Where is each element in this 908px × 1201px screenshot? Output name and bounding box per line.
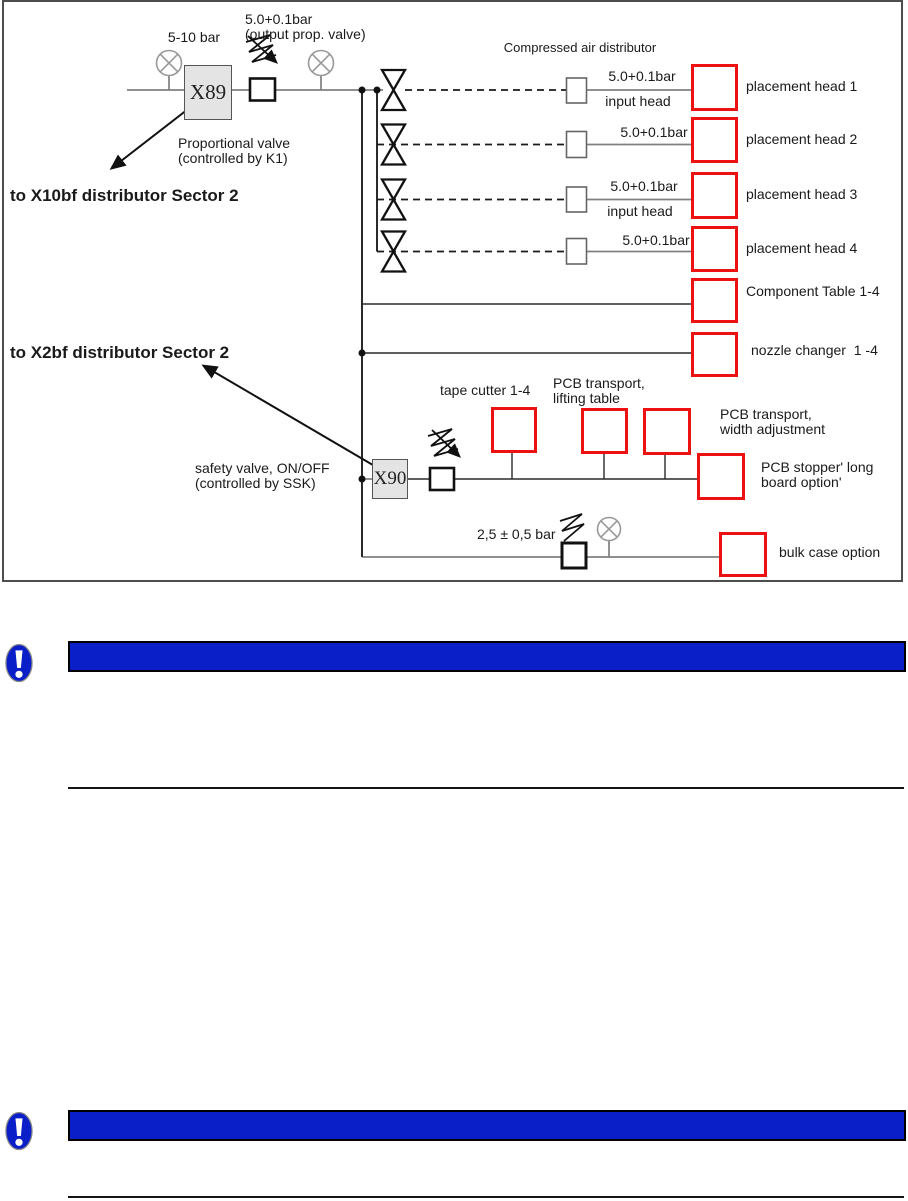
bulk-case-box (719, 532, 767, 577)
valve-x90-tag: X90 (373, 468, 407, 489)
valve-x89-box (184, 65, 232, 120)
prop-output-pressure-label: 5.0+0.1bar (245, 11, 313, 27)
component-table-box (691, 278, 738, 323)
shutoff-valve-icons (382, 70, 405, 272)
tape-cutter-box (491, 407, 537, 453)
branch1-note: input head (605, 93, 671, 109)
pcb-lifting-label-1: PCB transport, (553, 375, 645, 391)
exclamation-icon (3, 640, 35, 686)
horizontal-rule-2 (68, 1196, 904, 1198)
to-x2bf-label: to X2bf distributor Sector 2 (10, 343, 230, 362)
bulk-pressure-label: 2,5 ± 0,5 bar (477, 526, 556, 542)
component-table-label: Component Table 1-4 (746, 283, 880, 299)
placement-head-3-label: placement head 3 (746, 186, 858, 202)
safety-valve-caption-2: (controlled by SSK) (195, 475, 316, 491)
prop-valve-caption-1: Proportional valve (178, 135, 291, 151)
pcb-lifting-label-2: lifting table (553, 390, 620, 406)
branch2-pressure: 5.0+0.1bar (620, 124, 688, 140)
placement-head-4-box (691, 226, 738, 272)
placement-head-1-box (691, 64, 738, 111)
placement-head-4-label: placement head 4 (746, 240, 858, 256)
note-bar-2 (68, 1110, 906, 1141)
supply-pressure-label: 5-10 bar (167, 29, 221, 45)
note-bar-1 (68, 641, 906, 672)
branch3-pressure: 5.0+0.1bar (610, 178, 678, 194)
pcb-stopper-box (697, 453, 745, 500)
bulk-case-label: bulk case option (779, 544, 881, 560)
nozzle-changer-label: nozzle changer 1 -4 (751, 342, 878, 358)
valve-x90-box (372, 459, 408, 499)
branch4-pressure: 5.0+0.1bar (622, 232, 690, 248)
placement-head-1-label: placement head 1 (746, 78, 858, 94)
pcb-width-label-1: PCB transport, (720, 406, 812, 422)
input-head-squares (567, 78, 587, 264)
to-x10bf-label: to X10bf distributor Sector 2 (10, 186, 239, 205)
safety-valve-caption-1: safety valve, ON/OFF (195, 460, 330, 476)
regulator-icons (250, 79, 586, 569)
prop-valve-caption-2: (controlled by K1) (178, 150, 288, 166)
placement-head-3-box (691, 172, 738, 219)
dashed-air-lines (377, 90, 566, 252)
branch1-pressure: 5.0+0.1bar (608, 68, 676, 84)
pcb-stopper-label-1: PCB stopper' long (761, 459, 874, 475)
nozzle-changer-box (691, 332, 738, 377)
placement-head-2-label: placement head 2 (746, 131, 858, 147)
branch3-note: input head (607, 203, 673, 219)
prop-output-note-label: (output prop. valve) (245, 26, 366, 42)
valve-x89-tag: X89 (189, 80, 227, 104)
horizontal-rule-1 (68, 787, 904, 789)
tape-cutter-label: tape cutter 1-4 (440, 382, 531, 398)
pcb-lifting-table-box (581, 408, 628, 454)
exclamation-icon (3, 1108, 35, 1154)
pipe-lines-dark (362, 90, 697, 557)
pcb-width-label-2: width adjustment (720, 421, 826, 437)
placement-head-2-box (691, 117, 738, 163)
pcb-width-adjustment-box (643, 408, 691, 455)
distributor-heading: Compressed air distributor (503, 40, 657, 55)
pcb-stopper-label-2: board option' (761, 474, 842, 490)
